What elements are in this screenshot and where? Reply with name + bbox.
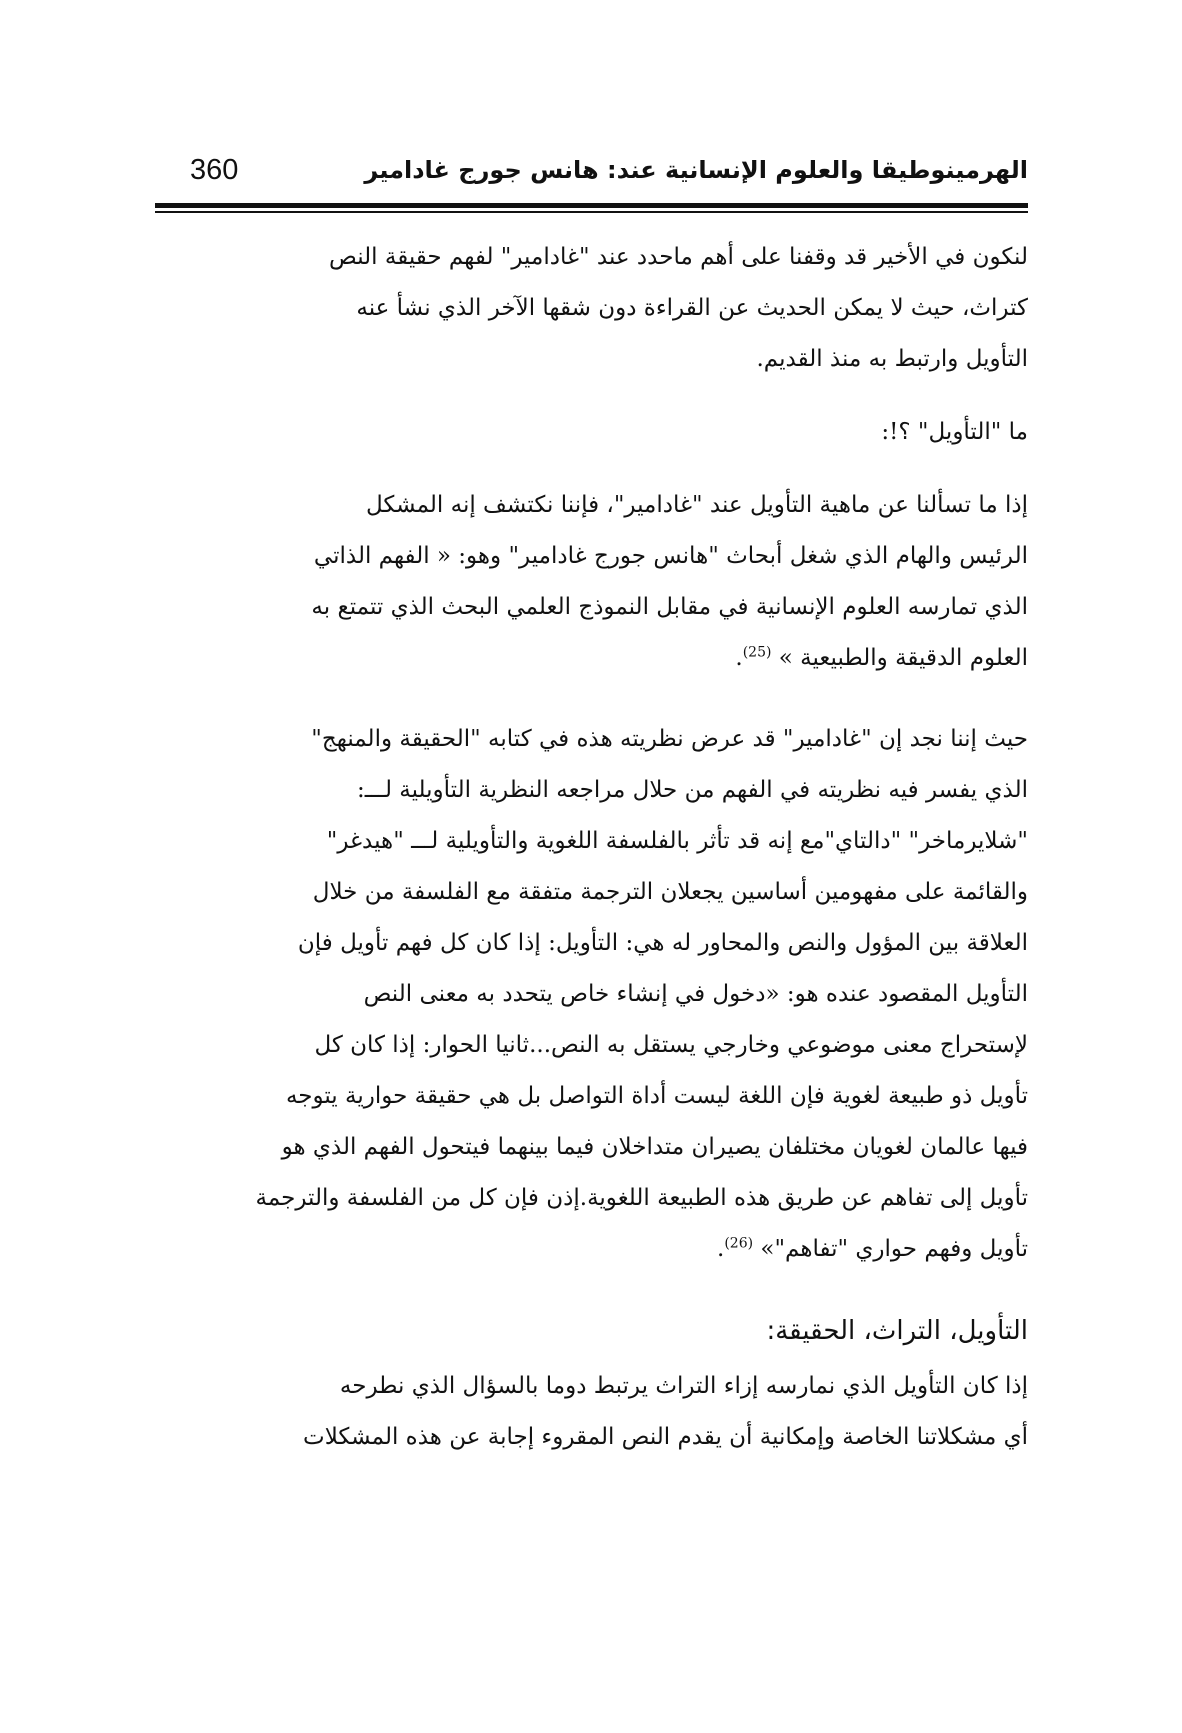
text-line: إذا ما تسألنا عن ماهية التأويل عند "غادامير"، فإننا نكتشف إنه المشكل [365,492,1028,518]
text-line: أي مشكلاتنا الخاصة وإمكانية أن يقدم النص المقروء إجابة عن هذه المشكلات [303,1424,1028,1450]
text-line-with-footnote: تأويل وفهم حواري "تفاهم"» $^{(26)}$. [717,1235,1028,1262]
text-line: "شلايرماخر" "دالتاي"مع إنه قد تأثر بالفلسفة اللغوية والتأويلية لـــ "هيدغر" [326,828,1028,854]
section-heading: التأويل، التراث، الحقيقة: [766,1316,1028,1346]
footnote-marker: (25) [742,644,772,661]
page-header [190,150,1028,196]
text-line: إذا كان التأويل الذي نمارسه إزاء التراث يرتبط دوما بالسؤال الذي نطرحه [339,1373,1028,1399]
text-line: الذي يفسر فيه نظريته في الفهم من حلال مراجعه النظرية التأويلية لـــ: [356,777,1028,803]
text-line: التأويل وارتبط به منذ القديم. [756,346,1028,372]
text-line-with-footnote: العلوم الدقيقة والطبيعية » $^{(25)}$. [735,644,1028,671]
text-line: تأويل وفهم حواري "تفاهم"» [760,1236,1028,1262]
paragraph-1 [190,232,1028,385]
text-line: تأويل ذو طبيعة لغوية فإن اللغة ليست أداة التواصل بل هي حقيقة حوارية يتوجه [285,1083,1028,1109]
text-line: التأويل المقصود عنده هو: «دخول في إنشاء خاص يتحدد به معنى النص [363,981,1028,1007]
paragraph-2 [190,480,1028,684]
footnote-marker: (26) [724,1235,754,1252]
text-line: العلاقة بين المؤول والنص والمحاور له هي: التأويل: إذا كان كل فهم تأويل فإن [297,930,1028,956]
text-line: لإستحراج معنى موضوعي وخارجي يستقل به النص...ثانيا الحوار: إذا كان كل [314,1032,1028,1058]
text-line: فيها عالمان لغويان مختلفان يصيران متداخلان فيما بينهما فيتحول الفهم الذي هو [281,1134,1028,1160]
text-line: تأويل إلى تفاهم عن طريق هذه الطبيعة اللغوية.إذن فإن كل من الفلسفة والترجمة [255,1185,1028,1211]
paragraph-3 [190,714,1028,1275]
question-heading: ما "التأويل" ؟!: [881,419,1028,445]
page-number: 360 [190,154,239,186]
header-rule-thick [155,203,1028,208]
text-line: الرئيس والهام الذي شغل أبحاث "هانس جورج غادامير" وهو: « الفهم الذاتي [313,543,1028,569]
paragraph-4 [190,1361,1028,1463]
text-line: لنكون في الأخير قد وقفنا على أهم ماحدد عند "غادامير" لفهم حقيقة النص [329,244,1028,270]
header-rule-thin [155,211,1028,213]
text-line: حيث إننا نجد إن "غادامير" قد عرض نظريته هذه في كتابه "الحقيقة والمنهج" [311,726,1028,752]
text-line: العلوم الدقيقة والطبيعية » [778,645,1028,671]
text-line: والقائمة على مفهومين أساسين يجعلان الترجمة متفقة مع الفلسفة من خلال [312,879,1028,905]
running-title: الهرمينوطيقا والعلوم الإنسانية عند: هانس جورج غادامير [364,156,1028,184]
text-line: كتراث، حيث لا يمكن الحديث عن القراءة دون شقها الآخر الذي نشأ عنه [356,295,1028,321]
text-line: الذي تمارسه العلوم الإنسانية في مقابل النموذج العلمي البحث الذي تتمتع به [311,594,1028,620]
page-body [190,232,1028,1463]
